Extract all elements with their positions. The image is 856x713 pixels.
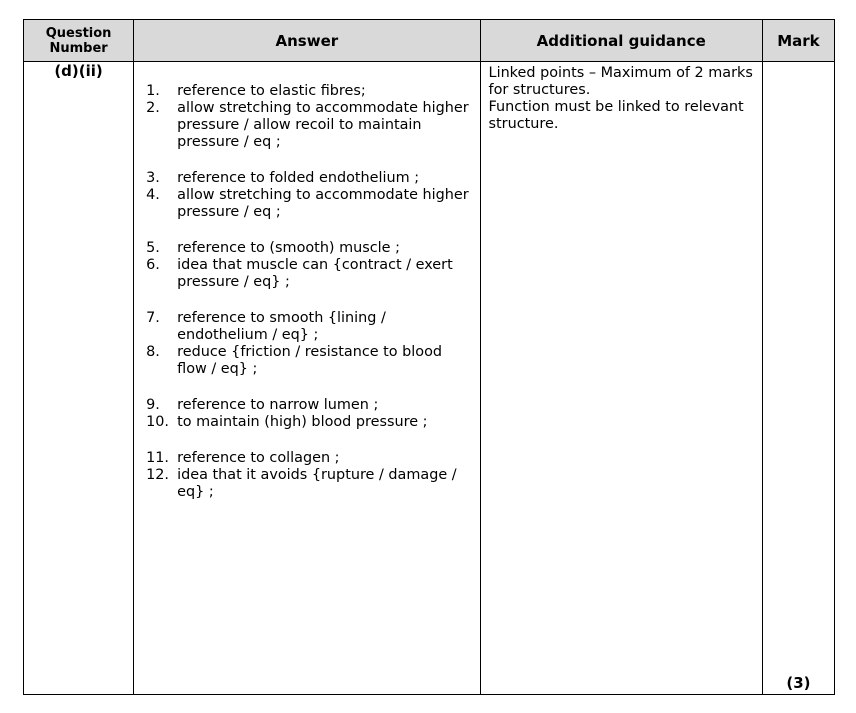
- answer-item: 7. reference to smooth {lining / endothelium / eq} ;: [146, 310, 386, 343]
- answer-item: 8. reduce {friction / resistance to blood flow / eq} ;: [146, 344, 443, 377]
- answer-list: [146, 83, 471, 501]
- mark-cell: [762, 62, 834, 695]
- answer-item: 12. idea that it avoids {rupture / damage / eq} ;: [146, 467, 457, 500]
- answer-item: 5. reference to (smooth) muscle ;: [146, 240, 400, 256]
- header-question-number: Question Number: [24, 20, 134, 62]
- answer-item: 6. idea that muscle can {contract / exert pressure / eq} ;: [146, 257, 453, 290]
- mark-scheme-table: [23, 19, 835, 695]
- guidance-cell: [480, 62, 762, 695]
- header-answer: Answer: [134, 20, 480, 62]
- question-number: (d)(ii): [24, 62, 134, 695]
- guidance-text-function: Function must be linked to relevant structure.: [488, 99, 744, 132]
- answer-item: 11. reference to collagen ;: [146, 450, 340, 466]
- answer-row: [24, 62, 835, 695]
- answer-item: 1. reference to elastic fibres;: [146, 83, 366, 99]
- answer-cell: [134, 62, 480, 695]
- answer-item: 2. allow stretching to accommodate higher pressure / allow recoil to maintain pressure / eq ;: [146, 100, 469, 150]
- header-row: [24, 20, 835, 62]
- mark-value: (3): [786, 674, 811, 692]
- answer-item: 3. reference to folded endothelium ;: [146, 170, 420, 186]
- header-additional-guidance: Additional guidance: [480, 20, 762, 62]
- guidance-text-linked-points: Linked points – Maximum of 2 marks for structures.: [488, 65, 753, 98]
- answer-item: 10. to maintain (high) blood pressure ;: [146, 414, 428, 430]
- answer-item: 9. reference to narrow lumen ;: [146, 397, 379, 413]
- answer-item: 4. allow stretching to accommodate higher pressure / eq ;: [146, 187, 469, 220]
- header-mark: Mark: [762, 20, 834, 62]
